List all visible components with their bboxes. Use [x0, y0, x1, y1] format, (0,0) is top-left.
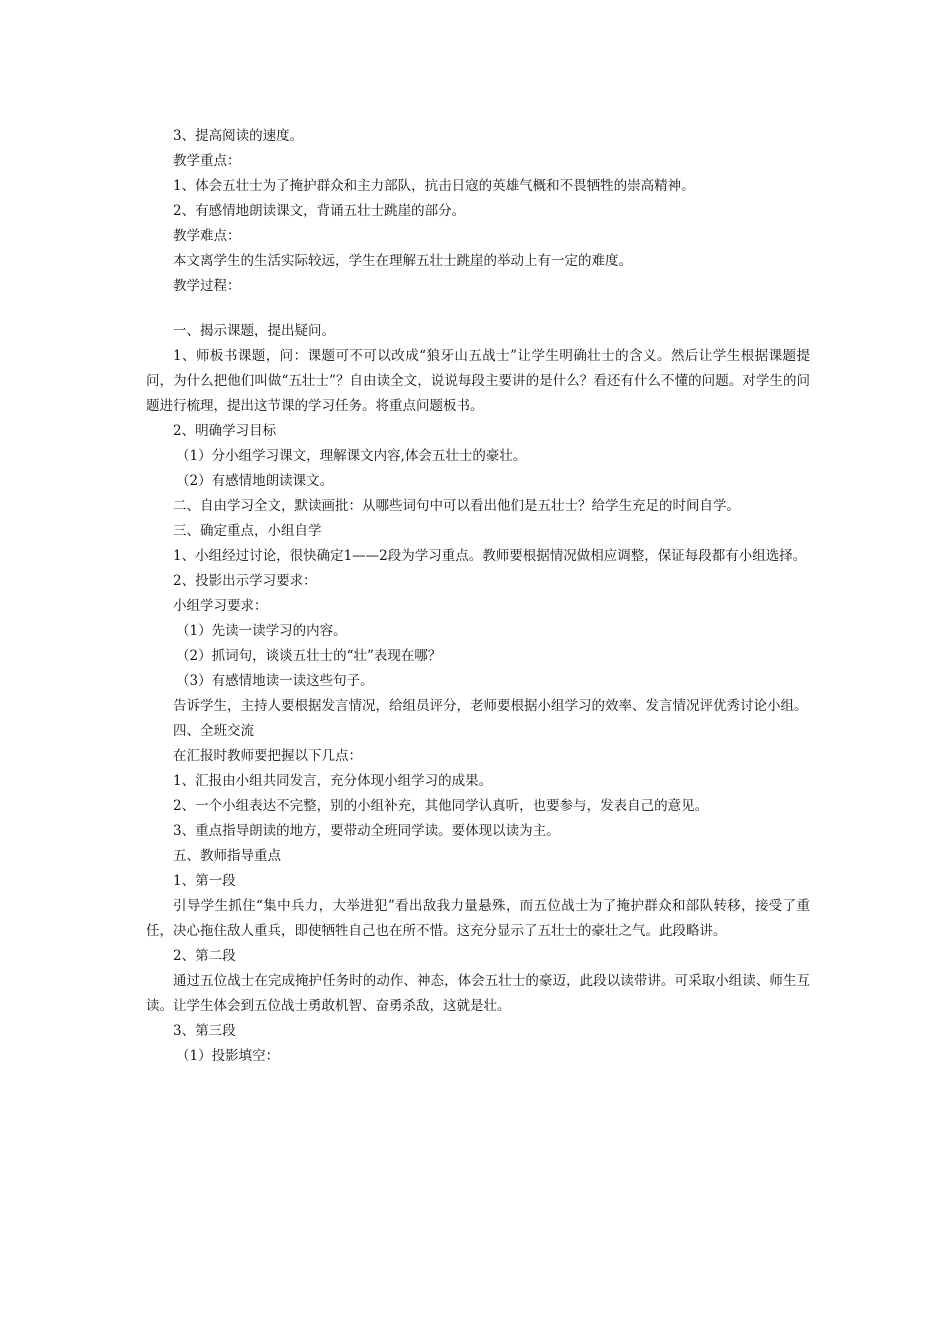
paragraph: 本文离学生的生活实际较远，学生在理解五壮士跳崖的举动上有一定的难度。	[173, 253, 632, 269]
document-page	[146, 124, 810, 1069]
paragraph: 3、重点指导朗读的地方，要带动全班同学读。要体现以读为主。	[173, 823, 560, 839]
paragraph: 2、投影出示学习要求：	[173, 573, 317, 589]
paragraph: 2、一个小组表达不完整，别的小组补充，其他同学认真听，也要参与，发表自己的意见。	[173, 798, 709, 814]
paragraph: 1、汇报由小组共同发言，充分体现小组学习的成果。	[173, 773, 493, 789]
list-item: （1）先读一读学习的内容。	[176, 623, 347, 639]
paragraph: 告诉学生，主持人要根据发言情况，给组员评分，老师要根据小组学习的效率、发言情况评优秀讨论小组。	[173, 698, 808, 714]
section-heading: 四、全班交流	[173, 723, 254, 739]
paragraph: 1、师板书课题，问：课题可不可以改成“狼牙山五战士”让学生明确壮士的含义。然后让学生根据课题提问，为什么把他们叫做“五壮士”？自由读全文，说说每段主要讲的是什么？看还有什么不懂的问题。对学生的问题进行梳理，提出这节课的学习任务。将重点问题板书。	[146, 348, 810, 414]
list-item: （2）有感情地朗读课文。	[176, 473, 334, 489]
paragraph: 1、第一段	[173, 873, 236, 889]
section-heading: 教学过程：	[173, 278, 241, 294]
list-item: （2）抓词句，谈谈五壮士的“壮”表现在哪？	[176, 648, 442, 664]
list-item: （3）有感情地读一读这些句子。	[176, 673, 374, 689]
section-heading: 一、揭示课题，提出疑问。	[173, 323, 335, 339]
paragraph: 通过五位战士在完成掩护任务时的动作、神态，体会五壮士的豪迈，此段以读带讲。可采取小组读、师生互读。让学生体会到五位战士勇敢机智、奋勇杀敌，这就是壮。	[146, 973, 810, 1014]
section-heading: 教学难点：	[173, 228, 241, 244]
paragraph: 1、小组经过讨论，很快确定1——2段为学习重点。教师要根据情况做相应调整，保证每段都有小组选择。	[173, 548, 807, 564]
blank-line	[146, 299, 810, 319]
paragraph: 3、第三段	[173, 1023, 236, 1039]
paragraph: 2、第二段	[173, 948, 236, 964]
section-heading: 二、自由学习全文，默读画批：从哪些词句中可以看出他们是五壮士？给学生充足的时间自学。	[173, 498, 740, 514]
paragraph: 2、明确学习目标	[173, 423, 277, 439]
paragraph: 1、体会五壮士为了掩护群众和主力部队，抗击日寇的英雄气概和不畏牺牲的崇高精神。	[173, 178, 695, 194]
paragraph: 小组学习要求：	[173, 598, 268, 614]
section-heading: 三、确定重点，小组自学	[173, 523, 322, 539]
paragraph: 引导学生抓住“集中兵力，大举进犯”看出敌我力量悬殊，而五位战士为了掩护群众和部队转移，接受了重任，决心拖住敌人重兵，即使牺牲自己也在所不惜。这充分显示了五壮士的豪壮之气。此段略讲。	[146, 898, 810, 939]
paragraph: 3、提高阅读的速度。	[173, 128, 304, 144]
section-heading: 五、教师指导重点	[173, 848, 281, 864]
paragraph: 在汇报时教师要把握以下几点：	[173, 748, 362, 764]
list-item: （1）分小组学习课文，理解课文内容,体会五壮士的豪壮。	[176, 448, 527, 464]
list-item: （1）投影填空：	[176, 1048, 280, 1064]
paragraph: 2、有感情地朗读课文，背诵五壮士跳崖的部分。	[173, 203, 466, 219]
section-heading: 教学重点：	[173, 153, 241, 169]
